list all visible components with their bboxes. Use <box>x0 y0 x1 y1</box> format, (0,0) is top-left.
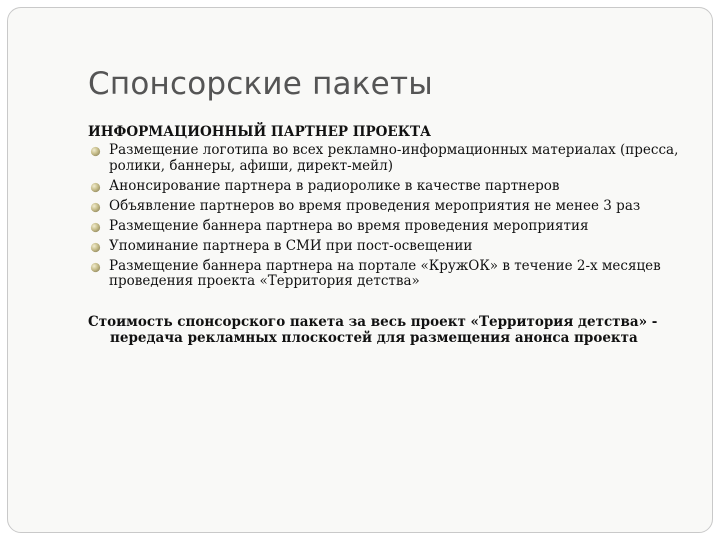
bullet-text: Размещение логотипа во всех рекламно-информационных материалах (пресса, ролики, баннеры, афиши, директ-мейл) <box>109 142 679 174</box>
sphere-bullet-icon <box>90 202 101 213</box>
section-heading: ИНФОРМАЦИОННЫЙ ПАРТНЕР ПРОЕКТА <box>88 124 432 140</box>
bullet-item <box>88 259 698 290</box>
bullet-text: Упоминание партнера в СМИ при пост-освещении <box>109 237 473 254</box>
slide <box>7 7 713 533</box>
sphere-bullet-icon <box>90 182 101 193</box>
bullet-item <box>88 219 698 235</box>
sphere-bullet-icon <box>90 242 101 253</box>
bullet-item <box>88 199 698 215</box>
package-cost-text: Стоимость спонсорского пакета за весь проект «Территория детства» - передача рекламных плоскостей для размещения анонса проекта <box>88 313 658 346</box>
bullet-text: Размещение баннера партнера во время проведения мероприятия <box>109 217 589 234</box>
bullet-item <box>88 239 698 255</box>
bullet-text: Размещение баннера партнера на портале «КружОК» в течение 2-х месяцев проведения проекта «Территория детства» <box>109 257 661 289</box>
sphere-bullet-icon <box>90 262 101 273</box>
slide-title: Спонсорские пакеты <box>88 66 433 102</box>
bullet-item <box>88 143 698 174</box>
slide-content <box>88 124 698 346</box>
bullet-item <box>88 179 698 195</box>
sphere-bullet-icon <box>90 146 101 157</box>
sphere-bullet-icon <box>90 222 101 233</box>
bullet-list <box>88 143 698 290</box>
bullet-text: Объявление партнеров во время проведения мероприятия не менее 3 раз <box>109 197 641 214</box>
bullet-text: Анонсирование партнера в радиоролике в качестве партнеров <box>109 177 560 194</box>
